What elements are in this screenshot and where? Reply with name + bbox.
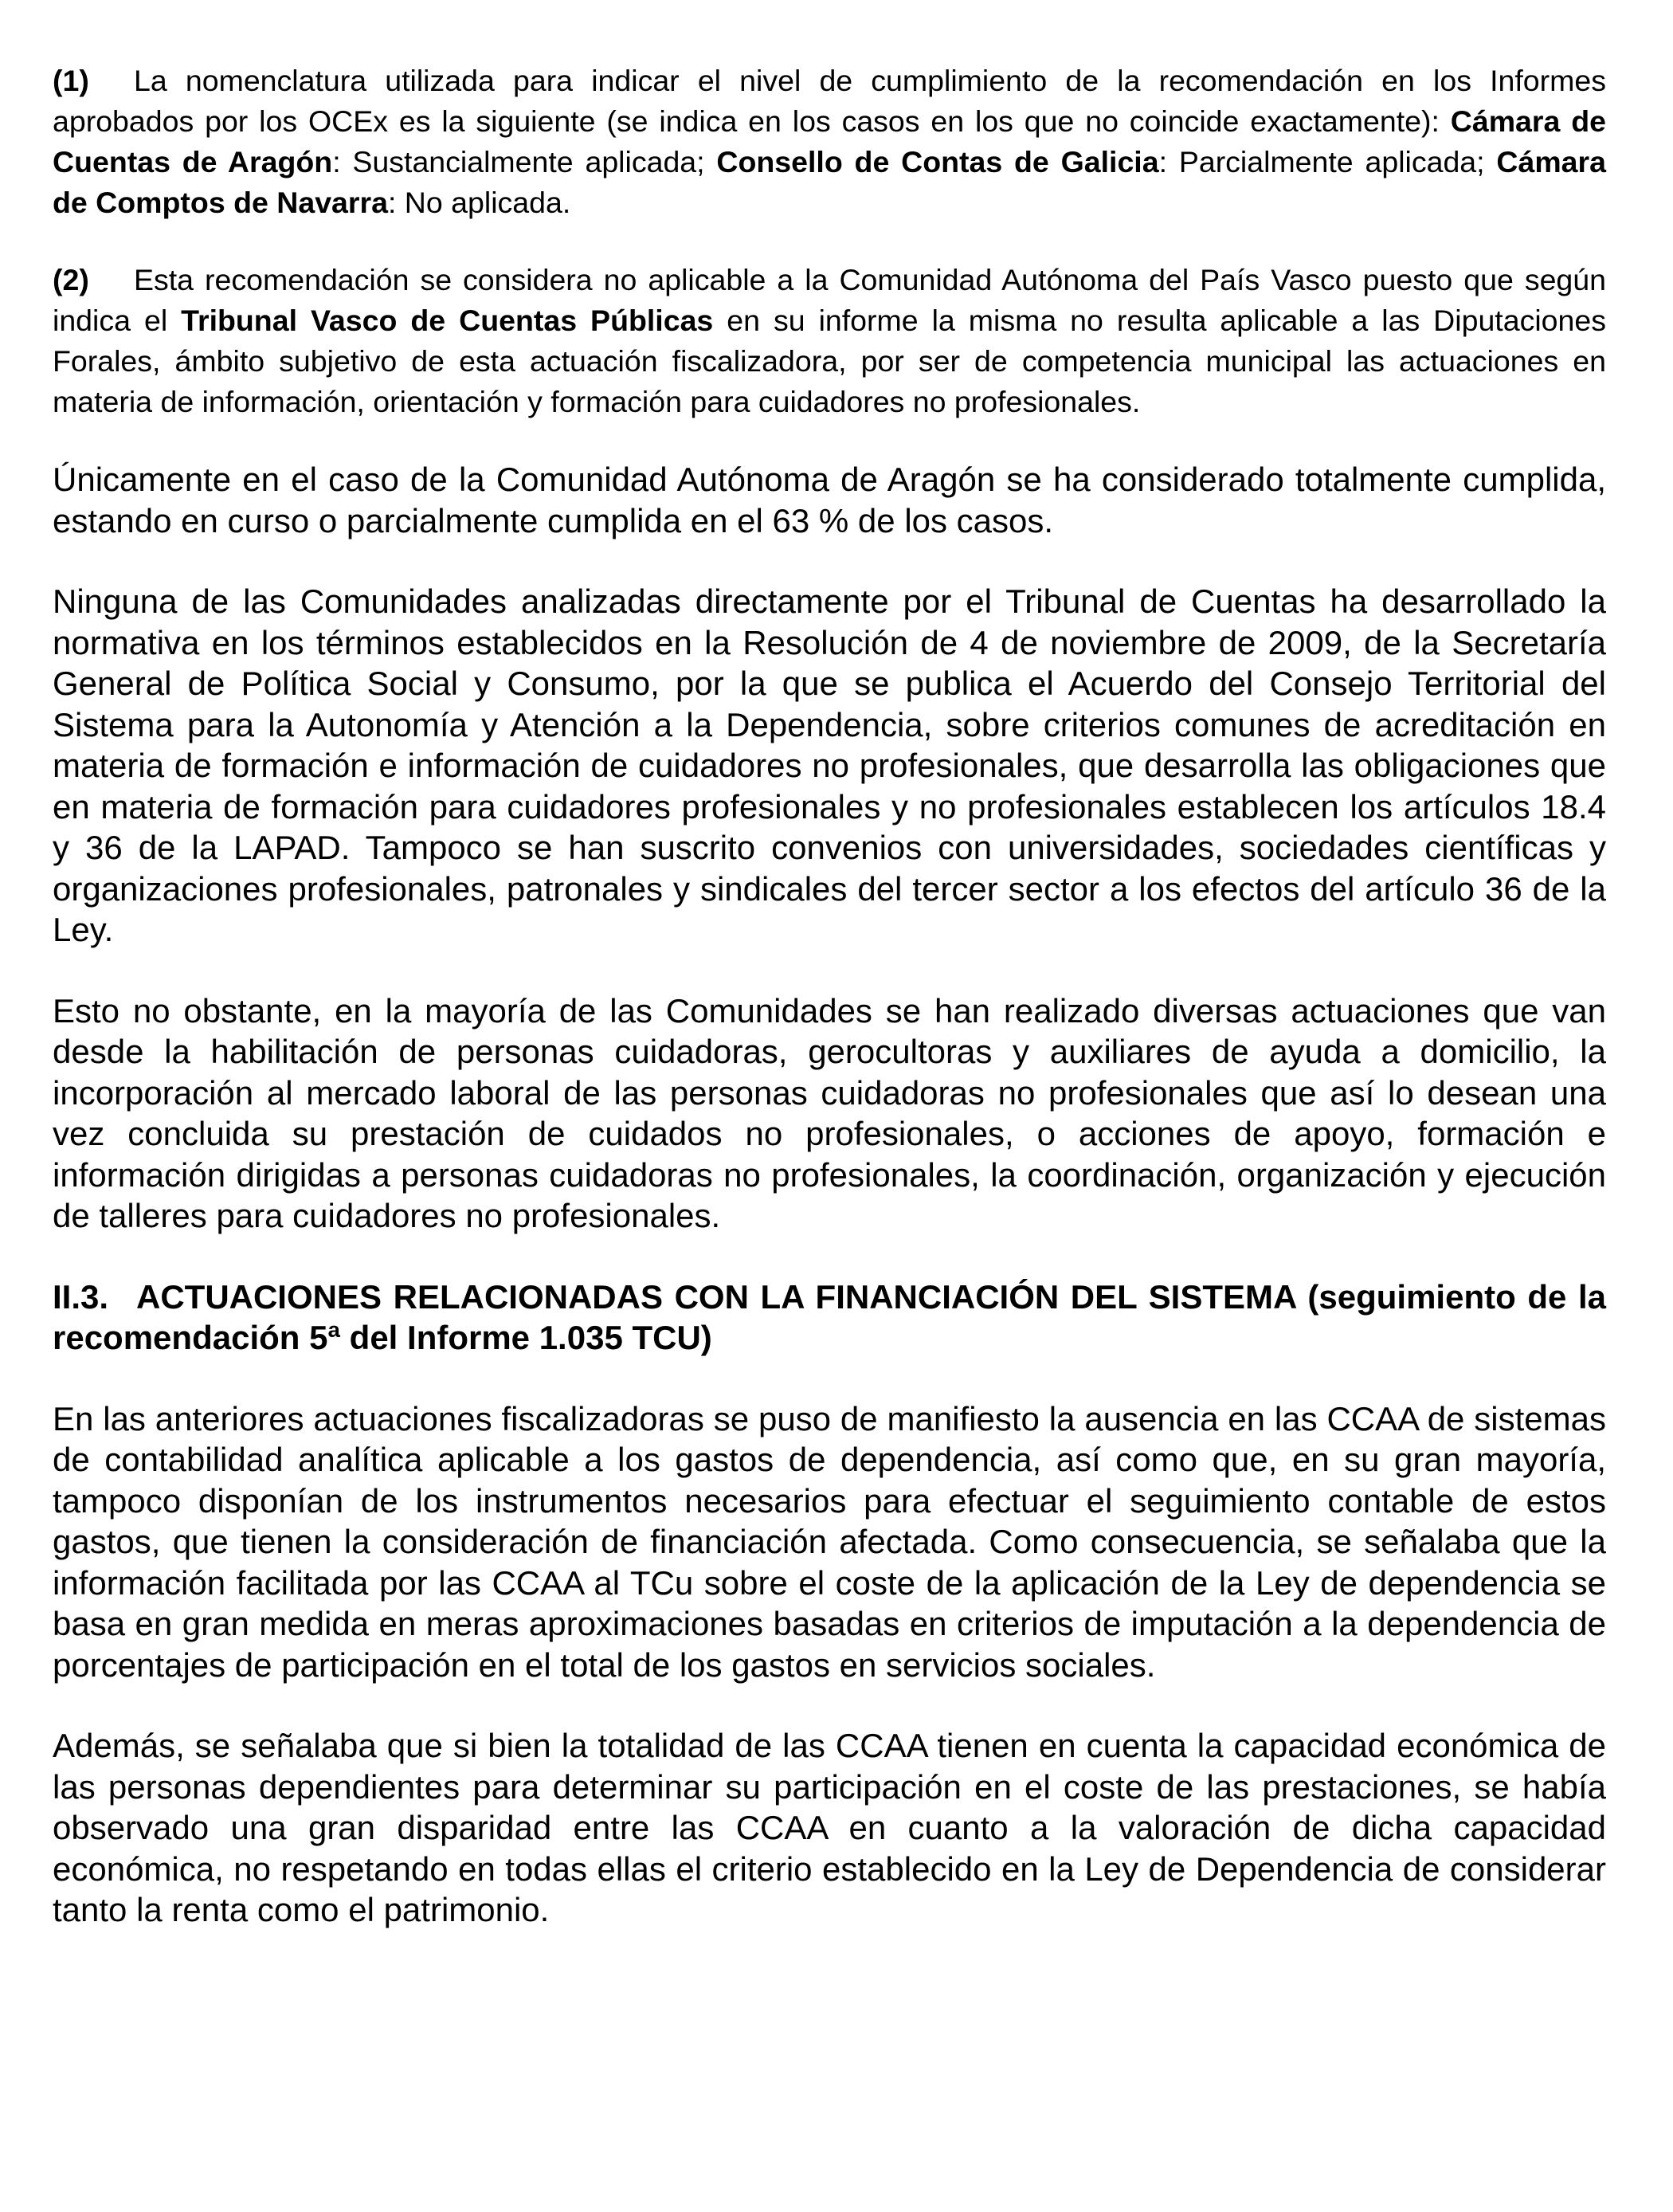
footnote-text: : Sustancialmente aplicada; <box>332 145 717 178</box>
footnote-2 <box>53 260 1606 422</box>
body-paragraph: Esto no obstante, en la mayoría de las Comunidades se han realizado diversas actuaciones que van desde la habilitación de personas cuidadoras, gerocultoras y auxiliares de ayuda a domicilio, la incorporación al mercado laboral de las personas cuidadoras no profesionales que así lo desean una vez concluida su prestación de cuidados no profesionales, o acciones de apoyo, formación e información dirigidas a personas cuidadoras no profesionales, la coordinación, organización y ejecución de talleres para cuidadores no profesionales. <box>53 991 1606 1234</box>
body-paragraph: Únicamente en el caso de la Comunidad Autónoma de Aragón se ha considerado totalmente cumplida, estando en curso o parcialmente cumplida en el 63 % de los casos. <box>53 461 1606 539</box>
body-paragraph: Ninguna de las Comunidades analizadas directamente por el Tribunal de Cuentas ha desarrollado la normativa en los términos establecidos en la Resolución de 4 de noviembre de 2009, de la Secretaría General de Política Social y Consumo, por la que se publica el Acuerdo del Consejo Territorial del Sistema para la Autonomía y Atención a la Dependencia, sobre criterios comunes de acreditación en materia de formación e información de cuidadores no profesionales, que desarrolla las obligaciones que en materia de formación para cuidadores profesionales y no profesionales establecen los artículos 18.4 y 36 de la LAPAD. Tampoco se han suscrito convenios con universidades, sociedades científicas y organizaciones profesionales, patronales y sindicales del tercer sector a los efectos del artículo 36 de la Ley. <box>53 582 1606 948</box>
body-paragraph: En las anteriores actuaciones fiscalizadoras se puso de manifiesto la ausencia en las CCAA de sistemas de contabilidad analítica aplicable a los gastos de dependencia, así como que, en su gran mayoría, tampoco disponían de los instrumentos necesarios para efectuar el seguimiento contable de estos gastos, que tienen la consideración de financiación afectada. Como consecuencia, se señalaba que la información facilitada por las CCAA al TCu sobre el coste de la aplicación de la Ley de dependencia se basa en gran medida en meras aproximaciones basadas en criterios de imputación a la dependencia de porcentajes de participación en el total de los gastos en servicios sociales. <box>53 1399 1606 1684</box>
footnote-number: (1) <box>53 64 89 97</box>
document-page <box>53 61 1606 1971</box>
footnote-text: en su informe la misma no resulta aplicable a las Diputaciones Forales, ámbito subjetivo de esta actuación fiscalizadora, por ser de competencia municipal las actuaciones en materia de información, orientación y formación para cuidadores no profesionales. <box>53 304 1606 418</box>
footnote-text: : Parcialmente aplicada; <box>1158 145 1497 178</box>
organization-name: Tribunal Vasco de Cuentas Públicas <box>181 304 714 337</box>
organization-name: Cámara de Cuentas de Aragón <box>53 104 1606 178</box>
footnote-text: La nomenclatura utilizada para indicar el nivel de cumplimiento de la recomendación en los Informes aprobados por los OCEx es la siguiente (se indica en los casos en los que no coincide exactamente): <box>53 64 1606 138</box>
organization-name: Consello de Contas de Galicia <box>716 145 1159 178</box>
section-title: ACTUACIONES RELACIONADAS CON LA FINANCIACIÓN DEL SISTEMA (seguimiento de la recomendación 5ª del Informe 1.035 TCU) <box>53 1277 1606 1356</box>
organization-name: Cámara de Comptos de Navarra <box>53 145 1606 219</box>
footnote-text: Esta recomendación se considera no aplicable a la Comunidad Autónoma del País Vasco puesto que según indica el <box>53 263 1606 337</box>
footnote-number: (2) <box>53 263 89 296</box>
section-number: II.3. <box>53 1277 109 1316</box>
footnote-text: : No aplicada. <box>387 186 571 219</box>
section-heading <box>53 1277 1606 1359</box>
body-paragraph: Además, se señalaba que si bien la totalidad de las CCAA tienen en cuenta la capacidad económica de las personas dependientes para determinar su participación en el coste de las prestaciones, se había observado una gran disparidad entre las CCAA en cuanto a la valoración de dicha capacidad económica, no respetando en todas ellas el criterio establecido en la Ley de Dependencia de considerar tanto la renta como el patrimonio. <box>53 1727 1606 1928</box>
footnote-1 <box>53 61 1606 223</box>
